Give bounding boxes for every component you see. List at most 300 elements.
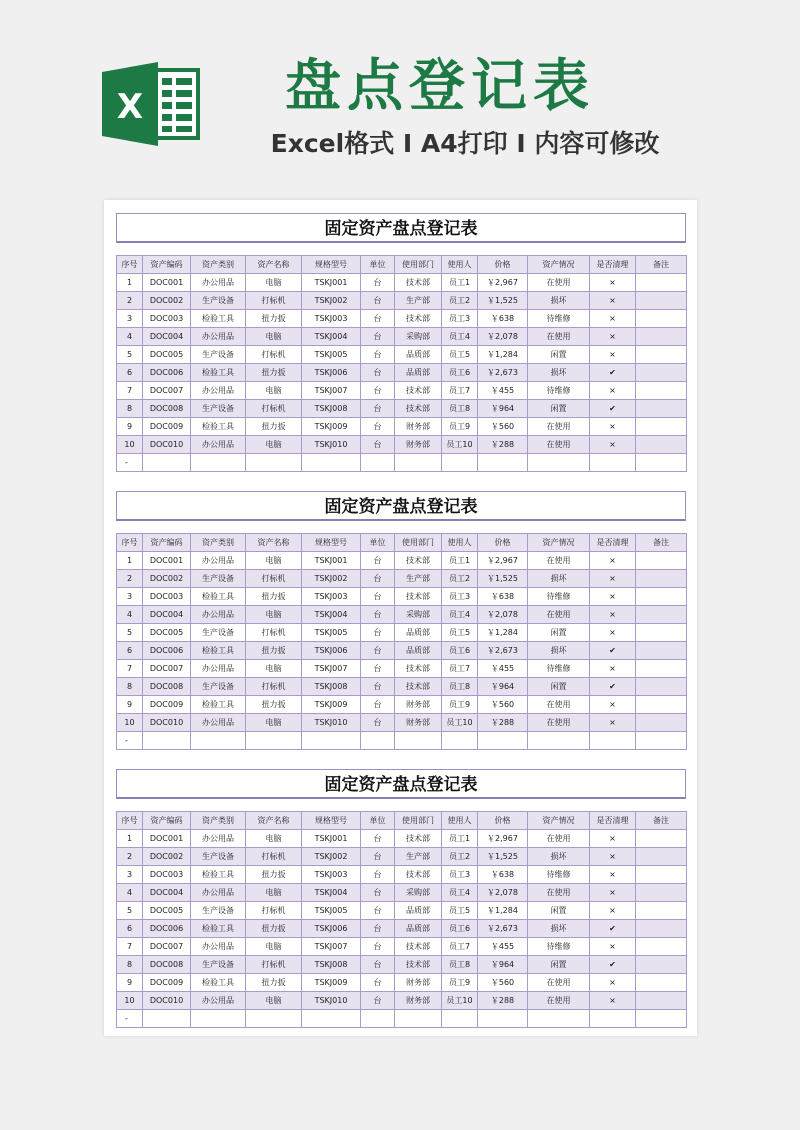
table-cell[interactable]: 检验工具 [191,920,246,938]
table-cell[interactable]: 办公用品 [191,992,246,1010]
table-cell[interactable] [442,1010,478,1028]
table-cell[interactable]: 电脑 [246,884,302,902]
table-cell[interactable]: ￥1,525 [478,292,528,310]
table-cell[interactable]: 5 [117,624,143,642]
table-cell[interactable]: 员工10 [442,714,478,732]
table-cell[interactable]: 扭力扳 [246,974,302,992]
table-cell[interactable]: 2 [117,570,143,588]
table-cell[interactable]: 技术部 [395,678,442,696]
table-cell[interactable]: DOC003 [143,588,191,606]
table-cell[interactable]: 生产设备 [191,570,246,588]
table-cell[interactable] [636,696,687,714]
table-cell[interactable]: 扭力扳 [246,364,302,382]
table-cell[interactable]: TSKJ002 [302,848,361,866]
table-cell[interactable] [246,1010,302,1028]
table-cell[interactable]: ￥2,078 [478,884,528,902]
table-cell[interactable] [636,382,687,400]
table-cell[interactable]: TSKJ010 [302,714,361,732]
table-cell[interactable]: TSKJ001 [302,552,361,570]
table-cell[interactable] [478,454,528,472]
table-cell[interactable]: 员工10 [442,992,478,1010]
table-cell[interactable]: 技术部 [395,310,442,328]
table-cell[interactable]: ￥2,673 [478,642,528,660]
table-cell[interactable] [636,678,687,696]
table-cell[interactable]: DOC007 [143,938,191,956]
table-cell[interactable]: 技术部 [395,830,442,848]
table-cell[interactable]: DOC005 [143,346,191,364]
table-cell[interactable]: ✔ [590,642,636,660]
table-cell[interactable]: TSKJ004 [302,328,361,346]
table-cell[interactable] [636,938,687,956]
table-cell[interactable] [636,292,687,310]
table-cell[interactable]: 生产设备 [191,902,246,920]
table-cell[interactable]: 检验工具 [191,364,246,382]
table-cell[interactable]: 员工2 [442,570,478,588]
table-cell[interactable]: 7 [117,938,143,956]
table-cell[interactable]: ￥455 [478,660,528,678]
table-cell[interactable]: DOC004 [143,328,191,346]
table-cell[interactable]: 员工5 [442,902,478,920]
table-cell[interactable]: 台 [361,660,395,678]
table-cell[interactable]: 员工7 [442,382,478,400]
table-cell[interactable]: 生产设备 [191,678,246,696]
table-cell[interactable]: DOC009 [143,696,191,714]
table-cell[interactable] [395,732,442,750]
table-cell[interactable]: TSKJ007 [302,660,361,678]
table-cell[interactable]: TSKJ005 [302,346,361,364]
table-cell[interactable]: 在使用 [528,992,590,1010]
table-cell[interactable] [636,974,687,992]
table-cell[interactable] [636,642,687,660]
table-cell[interactable]: × [590,974,636,992]
table-cell[interactable]: ￥1,284 [478,346,528,364]
table-cell[interactable]: 台 [361,364,395,382]
table-cell[interactable]: 台 [361,606,395,624]
table-cell[interactable] [636,436,687,454]
table-cell[interactable]: 8 [117,400,143,418]
table-cell[interactable]: 台 [361,552,395,570]
table-cell[interactable]: 打标机 [246,570,302,588]
table-cell[interactable]: ￥560 [478,974,528,992]
table-cell[interactable]: ￥2,673 [478,364,528,382]
table-cell[interactable]: 技术部 [395,382,442,400]
table-cell[interactable]: × [590,884,636,902]
table-cell[interactable]: 在使用 [528,830,590,848]
table-cell[interactable]: × [590,588,636,606]
table-cell[interactable]: 办公用品 [191,552,246,570]
table-cell[interactable]: 生产设备 [191,624,246,642]
table-cell[interactable]: 员工2 [442,848,478,866]
table-cell[interactable]: ✔ [590,364,636,382]
table-cell[interactable]: 台 [361,848,395,866]
table-cell[interactable]: 员工1 [442,830,478,848]
table-cell[interactable]: 员工9 [442,418,478,436]
table-cell[interactable]: TSKJ003 [302,866,361,884]
table-cell[interactable]: - [117,454,143,472]
table-cell[interactable]: ￥2,967 [478,552,528,570]
table-cell[interactable]: DOC002 [143,292,191,310]
table-cell[interactable] [395,1010,442,1028]
table-cell[interactable] [528,454,590,472]
table-cell[interactable]: TSKJ002 [302,292,361,310]
table-cell[interactable]: DOC006 [143,364,191,382]
table-cell[interactable]: 6 [117,364,143,382]
table-cell[interactable]: 待维修 [528,588,590,606]
table-cell[interactable] [302,1010,361,1028]
table-cell[interactable]: 扭力扳 [246,588,302,606]
table-cell[interactable]: 台 [361,830,395,848]
table-cell[interactable]: 扭力扳 [246,920,302,938]
table-cell[interactable]: 办公用品 [191,714,246,732]
table-cell[interactable]: 损坏 [528,848,590,866]
table-cell[interactable]: DOC010 [143,992,191,1010]
table-cell[interactable]: ￥964 [478,678,528,696]
table-cell[interactable]: ￥638 [478,588,528,606]
table-cell[interactable]: 扭力扳 [246,696,302,714]
table-cell[interactable]: ￥455 [478,938,528,956]
table-cell[interactable]: 采购部 [395,884,442,902]
table-cell[interactable]: DOC008 [143,678,191,696]
table-cell[interactable]: TSKJ005 [302,624,361,642]
table-cell[interactable]: 台 [361,902,395,920]
table-cell[interactable] [302,732,361,750]
table-cell[interactable] [143,1010,191,1028]
table-cell[interactable]: 台 [361,992,395,1010]
table-cell[interactable]: TSKJ008 [302,678,361,696]
table-cell[interactable]: TSKJ001 [302,274,361,292]
table-cell[interactable]: 扭力扳 [246,310,302,328]
table-cell[interactable]: 在使用 [528,274,590,292]
table-cell[interactable]: 检验工具 [191,588,246,606]
table-cell[interactable]: 打标机 [246,292,302,310]
table-cell[interactable]: 财务部 [395,714,442,732]
table-cell[interactable]: 技术部 [395,588,442,606]
table-cell[interactable] [636,624,687,642]
table-cell[interactable]: 办公用品 [191,606,246,624]
table-cell[interactable]: 办公用品 [191,436,246,454]
table-cell[interactable]: 10 [117,436,143,454]
table-cell[interactable]: ✔ [590,956,636,974]
table-cell[interactable]: 1 [117,552,143,570]
table-cell[interactable]: 台 [361,274,395,292]
table-cell[interactable] [636,992,687,1010]
table-cell[interactable] [636,902,687,920]
table-cell[interactable]: 员工1 [442,274,478,292]
table-cell[interactable]: 电脑 [246,714,302,732]
table-cell[interactable]: 3 [117,310,143,328]
table-cell[interactable]: × [590,696,636,714]
table-cell[interactable] [636,588,687,606]
table-cell[interactable]: 打标机 [246,346,302,364]
table-cell[interactable] [395,454,442,472]
table-cell[interactable]: 台 [361,974,395,992]
table-cell[interactable]: 2 [117,292,143,310]
table-cell[interactable]: TSKJ009 [302,418,361,436]
table-cell[interactable]: ￥560 [478,696,528,714]
table-cell[interactable]: 8 [117,678,143,696]
table-cell[interactable]: ￥2,967 [478,830,528,848]
table-cell[interactable]: 闲置 [528,400,590,418]
table-cell[interactable]: ￥2,673 [478,920,528,938]
table-cell[interactable]: 采购部 [395,328,442,346]
table-cell[interactable]: 办公用品 [191,660,246,678]
table-cell[interactable]: 技术部 [395,938,442,956]
table-cell[interactable]: DOC001 [143,274,191,292]
table-cell[interactable] [528,1010,590,1028]
table-cell[interactable] [636,956,687,974]
table-cell[interactable]: 技术部 [395,552,442,570]
table-cell[interactable]: × [590,830,636,848]
table-cell[interactable] [528,732,590,750]
table-cell[interactable]: × [590,328,636,346]
table-cell[interactable]: 品质部 [395,920,442,938]
table-cell[interactable]: TSKJ004 [302,606,361,624]
table-cell[interactable]: 品质部 [395,346,442,364]
table-cell[interactable]: TSKJ006 [302,364,361,382]
table-cell[interactable]: 员工10 [442,436,478,454]
table-cell[interactable]: 生产设备 [191,292,246,310]
table-cell[interactable]: DOC010 [143,714,191,732]
table-cell[interactable] [636,660,687,678]
table-cell[interactable]: DOC007 [143,382,191,400]
table-cell[interactable]: 员工3 [442,866,478,884]
table-cell[interactable]: 5 [117,902,143,920]
table-cell[interactable]: 检验工具 [191,696,246,714]
table-cell[interactable]: 台 [361,866,395,884]
table-cell[interactable]: 闲置 [528,678,590,696]
table-cell[interactable] [636,310,687,328]
table-cell[interactable]: 检验工具 [191,642,246,660]
table-cell[interactable]: 5 [117,346,143,364]
table-cell[interactable]: 9 [117,974,143,992]
table-cell[interactable]: 技术部 [395,956,442,974]
table-cell[interactable]: × [590,570,636,588]
table-cell[interactable] [636,848,687,866]
table-cell[interactable]: 打标机 [246,678,302,696]
table-cell[interactable]: 损坏 [528,642,590,660]
table-cell[interactable] [636,606,687,624]
table-cell[interactable]: 检验工具 [191,418,246,436]
table-cell[interactable]: 员工6 [442,642,478,660]
table-cell[interactable]: 检验工具 [191,310,246,328]
table-cell[interactable]: 9 [117,418,143,436]
table-cell[interactable]: 扭力扳 [246,642,302,660]
table-cell[interactable]: 品质部 [395,364,442,382]
table-cell[interactable]: 3 [117,588,143,606]
table-cell[interactable]: 在使用 [528,884,590,902]
table-cell[interactable]: 台 [361,714,395,732]
table-cell[interactable]: DOC006 [143,642,191,660]
table-cell[interactable] [590,732,636,750]
table-cell[interactable]: 台 [361,382,395,400]
table-cell[interactable]: 3 [117,866,143,884]
table-cell[interactable]: ￥288 [478,714,528,732]
table-cell[interactable]: 损坏 [528,570,590,588]
table-cell[interactable]: TSKJ010 [302,436,361,454]
table-cell[interactable]: 员工3 [442,310,478,328]
table-cell[interactable]: × [590,848,636,866]
table-cell[interactable]: 在使用 [528,436,590,454]
table-cell[interactable]: 9 [117,696,143,714]
table-cell[interactable] [442,732,478,750]
table-cell[interactable] [246,732,302,750]
table-cell[interactable]: 10 [117,992,143,1010]
table-cell[interactable]: 办公用品 [191,382,246,400]
table-cell[interactable] [636,884,687,902]
table-cell[interactable]: 员工9 [442,696,478,714]
table-cell[interactable]: 打标机 [246,848,302,866]
table-cell[interactable]: 台 [361,642,395,660]
table-cell[interactable]: 台 [361,400,395,418]
table-cell[interactable]: 检验工具 [191,974,246,992]
table-cell[interactable]: ￥288 [478,436,528,454]
table-cell[interactable]: 4 [117,328,143,346]
table-cell[interactable]: 在使用 [528,974,590,992]
table-cell[interactable]: DOC003 [143,866,191,884]
table-cell[interactable]: TSKJ010 [302,992,361,1010]
table-cell[interactable]: 8 [117,956,143,974]
table-cell[interactable]: TSKJ007 [302,938,361,956]
table-cell[interactable]: 员工5 [442,346,478,364]
table-cell[interactable]: 闲置 [528,956,590,974]
table-cell[interactable]: 生产设备 [191,956,246,974]
table-cell[interactable] [636,570,687,588]
table-cell[interactable] [636,418,687,436]
table-cell[interactable]: × [590,418,636,436]
table-cell[interactable]: 台 [361,588,395,606]
table-cell[interactable]: TSKJ008 [302,956,361,974]
table-cell[interactable] [478,732,528,750]
table-cell[interactable] [636,830,687,848]
table-cell[interactable]: ￥1,525 [478,848,528,866]
table-cell[interactable]: DOC002 [143,848,191,866]
table-cell[interactable]: 品质部 [395,902,442,920]
table-cell[interactable]: 打标机 [246,400,302,418]
table-cell[interactable]: 闲置 [528,624,590,642]
table-cell[interactable]: 电脑 [246,436,302,454]
table-cell[interactable]: DOC002 [143,570,191,588]
table-cell[interactable]: 在使用 [528,552,590,570]
table-cell[interactable] [191,454,246,472]
table-cell[interactable]: 电脑 [246,992,302,1010]
table-cell[interactable]: 电脑 [246,382,302,400]
table-cell[interactable]: 扭力扳 [246,418,302,436]
table-cell[interactable]: TSKJ005 [302,902,361,920]
table-cell[interactable]: 打标机 [246,624,302,642]
table-cell[interactable]: 台 [361,570,395,588]
table-cell[interactable]: 办公用品 [191,830,246,848]
table-cell[interactable] [636,328,687,346]
table-cell[interactable]: 损坏 [528,292,590,310]
table-cell[interactable]: ￥638 [478,866,528,884]
table-cell[interactable]: DOC003 [143,310,191,328]
table-cell[interactable]: 电脑 [246,938,302,956]
table-cell[interactable]: 4 [117,606,143,624]
table-cell[interactable] [361,1010,395,1028]
table-cell[interactable]: TSKJ007 [302,382,361,400]
table-cell[interactable]: 在使用 [528,418,590,436]
table-cell[interactable]: TSKJ006 [302,642,361,660]
table-cell[interactable]: 员工8 [442,956,478,974]
table-cell[interactable]: 员工6 [442,920,478,938]
table-cell[interactable] [636,714,687,732]
table-cell[interactable]: × [590,310,636,328]
table-cell[interactable]: - [117,1010,143,1028]
table-cell[interactable]: 台 [361,292,395,310]
table-cell[interactable]: 员工4 [442,606,478,624]
table-cell[interactable]: × [590,624,636,642]
table-cell[interactable]: 损坏 [528,920,590,938]
table-cell[interactable]: 员工9 [442,974,478,992]
table-cell[interactable]: × [590,274,636,292]
table-cell[interactable]: 技术部 [395,400,442,418]
table-cell[interactable]: ￥2,078 [478,606,528,624]
table-cell[interactable]: ￥560 [478,418,528,436]
table-cell[interactable]: 品质部 [395,642,442,660]
table-cell[interactable]: 1 [117,274,143,292]
table-cell[interactable] [636,346,687,364]
table-cell[interactable]: 财务部 [395,696,442,714]
table-cell[interactable]: 6 [117,642,143,660]
table-cell[interactable] [478,1010,528,1028]
table-cell[interactable]: × [590,866,636,884]
table-cell[interactable]: 台 [361,696,395,714]
table-cell[interactable]: 在使用 [528,606,590,624]
table-cell[interactable]: × [590,552,636,570]
table-cell[interactable] [636,866,687,884]
table-cell[interactable]: DOC007 [143,660,191,678]
table-cell[interactable]: × [590,346,636,364]
table-cell[interactable]: 台 [361,920,395,938]
table-cell[interactable]: TSKJ001 [302,830,361,848]
table-cell[interactable]: ￥964 [478,956,528,974]
table-cell[interactable]: 10 [117,714,143,732]
table-cell[interactable]: 电脑 [246,274,302,292]
table-cell[interactable]: 办公用品 [191,274,246,292]
table-cell[interactable]: 生产部 [395,292,442,310]
table-cell[interactable]: ￥1,284 [478,624,528,642]
table-cell[interactable]: TSKJ003 [302,588,361,606]
table-cell[interactable]: 生产部 [395,570,442,588]
table-cell[interactable]: 6 [117,920,143,938]
table-cell[interactable] [590,1010,636,1028]
table-cell[interactable]: 7 [117,660,143,678]
table-cell[interactable]: 员工2 [442,292,478,310]
table-cell[interactable]: × [590,660,636,678]
table-cell[interactable]: 员工3 [442,588,478,606]
table-cell[interactable]: 办公用品 [191,328,246,346]
table-cell[interactable]: DOC004 [143,606,191,624]
table-cell[interactable] [246,454,302,472]
table-cell[interactable]: ✔ [590,920,636,938]
table-cell[interactable]: - [117,732,143,750]
table-cell[interactable] [143,454,191,472]
table-cell[interactable]: DOC009 [143,418,191,436]
table-cell[interactable]: 财务部 [395,992,442,1010]
table-cell[interactable]: 技术部 [395,866,442,884]
table-cell[interactable]: 采购部 [395,606,442,624]
table-cell[interactable]: DOC008 [143,400,191,418]
table-cell[interactable]: TSKJ004 [302,884,361,902]
table-cell[interactable]: 台 [361,328,395,346]
table-cell[interactable]: DOC005 [143,624,191,642]
table-cell[interactable]: ￥638 [478,310,528,328]
table-cell[interactable]: 技术部 [395,274,442,292]
table-cell[interactable]: TSKJ006 [302,920,361,938]
table-cell[interactable]: DOC005 [143,902,191,920]
table-cell[interactable]: 生产部 [395,848,442,866]
table-cell[interactable]: 办公用品 [191,938,246,956]
